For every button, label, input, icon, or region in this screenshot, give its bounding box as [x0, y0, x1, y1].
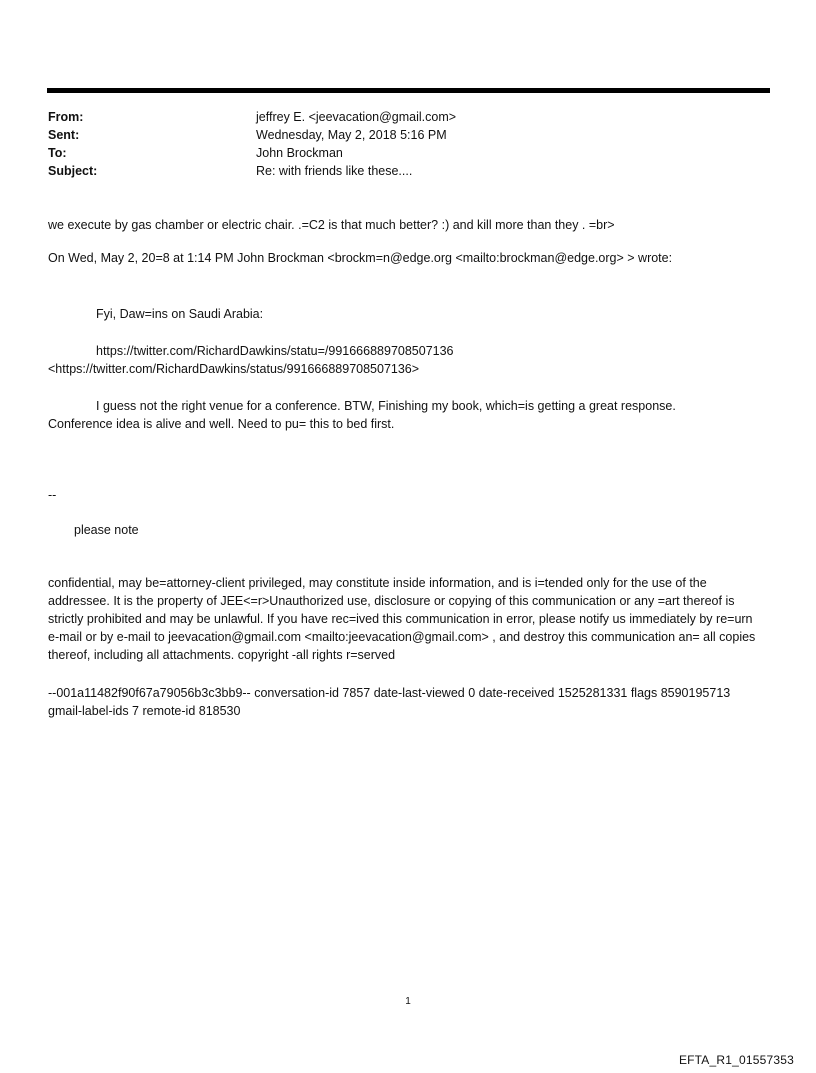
sent-value: Wednesday, May 2, 2018 5:16 PM: [256, 128, 447, 142]
body-line-reply: we execute by gas chamber or electric chair. .=C2 is that much better? :) and kill more than they . =br>: [48, 218, 615, 232]
subject-label: Subject:: [48, 164, 98, 178]
bates-number: EFTA_R1_01557353: [678, 1053, 794, 1067]
from-label: From:: [48, 110, 84, 124]
subject-value: Re: with friends like these....: [256, 164, 413, 178]
header-divider: [47, 88, 770, 93]
to-value: John Brockman: [256, 146, 343, 160]
page-number: 1: [405, 996, 411, 1007]
metadata-line: --001a11482f90f67a79056b3c3bb9-- conversation-id 7857 date-last-viewed 0 date-received 1525281331 flags 8590195713 gmail-label-ids 7 remote-id 818530: [48, 686, 731, 718]
disclaimer-paragraph: confidential, may be=attorney-client privileged, may constitute inside information, and is i=tended only for the use of the addressee. It is the property of JEE<=r>Unauthorized use, disclosure or copying of this communication or any =art thereof is strictly prohibited and may be unlawful. If you have rec=ived this communication in error, please notify us immediately by re=urn e-mail or by e-mail to jeevacation@gmail.com <mailto:jeevacation@gmail.com> , and destroy this communication an= all copies thereof, including all attachments. copyright -all rights r=served: [48, 576, 756, 662]
quote-line-conference: Conference idea is alive and well. Need to pu= this to bed first.: [48, 417, 395, 431]
body-line-attribution: On Wed, May 2, 20=8 at 1:14 PM John Brockman <brockm=n@edge.org <mailto:brockman@edge.org> > wrote:: [48, 251, 673, 265]
to-label: To:: [48, 146, 67, 160]
sent-label: Sent:: [48, 128, 80, 142]
please-note: please note: [74, 523, 139, 537]
signature-separator: --: [48, 488, 57, 502]
quote-line-fyi: Fyi, Daw=ins on Saudi Arabia:: [96, 307, 264, 321]
quote-link-short: https://twitter.com/RichardDawkins/statu=/991666889708507136: [96, 344, 454, 358]
quote-link-full: <https://twitter.com/RichardDawkins/status/991666889708507136>: [48, 362, 420, 376]
from-value: jeffrey E. <jeevacation@gmail.com>: [256, 110, 457, 124]
quote-line-venue: I guess not the right venue for a conference. BTW, Finishing my book, which=is getting a great response.: [96, 399, 676, 413]
